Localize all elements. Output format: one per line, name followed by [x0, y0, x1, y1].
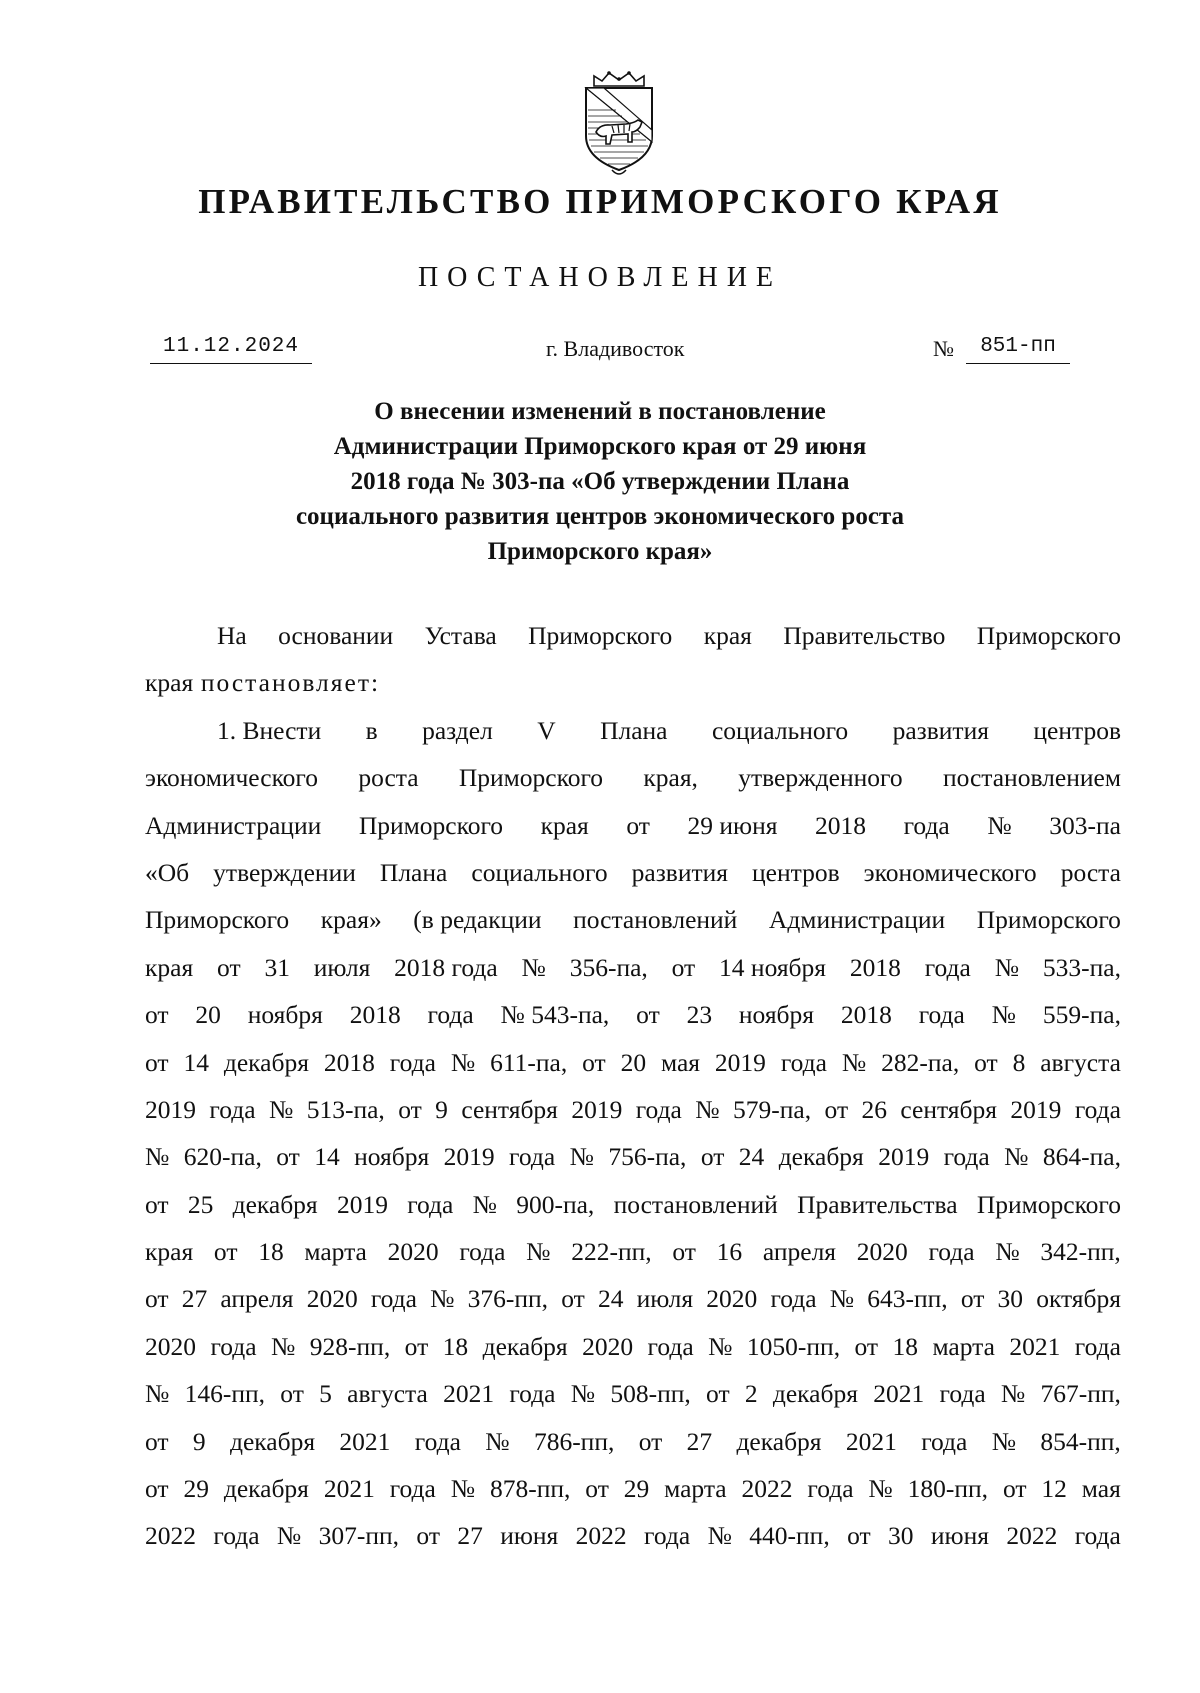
body-word: социального [711, 715, 849, 745]
body-word: 2018 [840, 1000, 892, 1030]
body-word: года [370, 1284, 417, 1314]
body-word: от [217, 952, 241, 982]
body-word: 854-пп, [1040, 1426, 1121, 1456]
body-word: 14 [314, 1142, 340, 1172]
body-word: 27 [686, 1426, 713, 1456]
body-line [145, 1323, 1121, 1370]
body-word: декабря [223, 1474, 309, 1504]
document-number [966, 335, 1070, 358]
body-word: от [145, 1000, 169, 1030]
body-word: Плана [379, 857, 448, 887]
body-word: Правительство [783, 621, 946, 650]
body-word: года [389, 1047, 436, 1077]
body-word: Приморского [976, 905, 1121, 935]
body-word: № [569, 1142, 594, 1172]
body-word: Устава [424, 621, 497, 650]
body-word: 786-пп, [533, 1426, 615, 1456]
body-word: 2019 [878, 1142, 930, 1172]
body-line [145, 1039, 1121, 1086]
body-word: 2021 [339, 1426, 391, 1456]
body-word: края [145, 1237, 194, 1267]
body-word: развития [631, 857, 728, 887]
body-line [145, 754, 1121, 801]
body-word: 31 [264, 952, 290, 982]
body-word: раздел [422, 715, 493, 745]
body-word: 440-пп, [749, 1521, 830, 1551]
body-word: № [991, 1426, 1017, 1456]
body-word: 29 [183, 1474, 209, 1504]
body-word: от [585, 1474, 609, 1504]
body-word: 756-па, [608, 1142, 687, 1172]
body-word: Приморского [976, 1189, 1121, 1219]
body-word: края [540, 810, 589, 840]
body-word: 307-пп, [318, 1521, 400, 1551]
body-word: года [635, 1094, 682, 1124]
body-word: 2020 [582, 1331, 634, 1361]
body-word: 559-па, [1042, 1000, 1121, 1030]
body-word: декабря [736, 1426, 822, 1456]
body-word: 356-па, [569, 952, 648, 982]
body-word: года [770, 1284, 817, 1314]
body-word: октября [1036, 1284, 1121, 1314]
body-word: от [700, 1142, 725, 1172]
body-word: года [921, 1426, 968, 1456]
body-word: июля [313, 952, 371, 982]
body-line [145, 1512, 1121, 1559]
body-word: 20 [620, 1047, 647, 1077]
body-word: от [276, 1142, 300, 1172]
body-word: 14 ноября [719, 952, 827, 982]
body-line [145, 802, 1121, 849]
body-word: 2021 [323, 1474, 375, 1504]
body-word: 2021 [443, 1379, 495, 1409]
body-word: 2019 [714, 1047, 766, 1077]
body-word: апреля [762, 1237, 837, 1267]
body-word: социального [471, 857, 608, 887]
coat-of-arms-icon [576, 70, 662, 178]
body-word: Правительства [797, 1189, 958, 1219]
body-word: декабря [772, 1379, 858, 1409]
body-word: марта [932, 1331, 995, 1361]
body-word: утвержденного [738, 763, 903, 793]
body-word: от [145, 1426, 169, 1456]
body-word: года [509, 1379, 556, 1409]
body-word: 508-пп, [610, 1379, 691, 1409]
body-word: развития [892, 715, 989, 745]
body-word: года [414, 1426, 461, 1456]
body-word: от [145, 1474, 169, 1504]
body-word: № [268, 1094, 294, 1124]
body-word: ноября [247, 1000, 323, 1030]
body-word: 18 [442, 1331, 469, 1361]
body-word: № [829, 1284, 855, 1314]
body-word: № [485, 1426, 510, 1456]
body-line [145, 1181, 1121, 1228]
number-sign: № [933, 336, 954, 361]
body-word: 611-па, [490, 1047, 568, 1077]
body-word: года [647, 1331, 694, 1361]
body-word: № [472, 1189, 497, 1219]
body-word: от [582, 1047, 606, 1077]
body-word: края [145, 952, 194, 982]
body-word: 1050-пп, [746, 1331, 841, 1361]
body-word: 2021 [873, 1379, 925, 1409]
body-word: V [537, 715, 556, 745]
body-word: края» [320, 905, 382, 935]
body-word: от [636, 1000, 660, 1030]
body-word: года [427, 1000, 474, 1030]
body-word: ноября [354, 1142, 430, 1172]
body-word: Приморского [358, 810, 504, 840]
body-word: 2018 [815, 810, 867, 840]
body-word: 9 [435, 1094, 448, 1124]
body-word: в [365, 715, 378, 745]
body-word: № [995, 1237, 1020, 1267]
body-word: Приморского [145, 905, 290, 935]
body-word: постановлением [942, 763, 1121, 793]
body-word: Приморского [528, 621, 673, 650]
body-word: 864-па, [1042, 1142, 1121, 1172]
body-word: № [430, 1284, 455, 1314]
body-word: № [841, 1047, 867, 1077]
body-word: 29 июня [687, 810, 778, 840]
body-word: от [626, 810, 650, 840]
body-word: 146-пп, [184, 1379, 266, 1409]
body-word: 282-па, [881, 1047, 960, 1077]
body-word: марта [664, 1474, 727, 1504]
body-word: 2019 [336, 1189, 388, 1219]
body-word: года [213, 1521, 260, 1551]
body-word: декабря [778, 1142, 864, 1172]
body-word: Администрации [768, 905, 946, 935]
body-word: июля [636, 1284, 694, 1314]
body-word: № [521, 952, 546, 982]
body-word: роста [1060, 857, 1121, 887]
body-line [145, 707, 1121, 754]
body-word: от [213, 1237, 238, 1267]
body-word: сентября [461, 1094, 558, 1124]
body-word: декабря [223, 1047, 309, 1077]
body-word: года [209, 1094, 256, 1124]
body-word: № [145, 1379, 170, 1409]
body-word: (в редакции [413, 905, 542, 935]
body-word: июня [500, 1521, 559, 1551]
body-word: «Об [145, 857, 190, 887]
body-word: 24 [597, 1284, 624, 1314]
body-word: года [918, 1000, 965, 1030]
body-word: 2019 [145, 1094, 196, 1124]
body-word: от [280, 1379, 304, 1409]
body-word: года [1074, 1331, 1121, 1361]
body-word: 5 [319, 1379, 332, 1409]
body-word: 222-пп, [571, 1237, 652, 1267]
body-word: 18 [892, 1331, 919, 1361]
body-word: 2021 [1009, 1331, 1061, 1361]
body-line [145, 896, 1121, 943]
heading-line: Приморского края» [487, 538, 713, 565]
body-word: № [450, 1047, 476, 1077]
body-line [145, 659, 1121, 706]
body-line [145, 991, 1121, 1038]
body-word: 2019 [571, 1094, 623, 1124]
body-word: 303-па [1049, 810, 1121, 840]
body-word: от [1002, 1474, 1027, 1504]
body-word: 2019 [443, 1142, 495, 1172]
body-word: Администрации [145, 810, 322, 840]
body-word: № [695, 1094, 720, 1124]
body-line [145, 1228, 1121, 1275]
document-body [145, 612, 1121, 1560]
body-word: Приморского [976, 621, 1121, 650]
document-date-value: 11.12.2024 [162, 335, 300, 358]
body-word: 1. Внести [217, 715, 322, 745]
body-word: края, [643, 763, 698, 793]
body-word: от [404, 1331, 429, 1361]
body-word: № [450, 1474, 476, 1504]
body-word: мая [1081, 1474, 1121, 1504]
body-word: На [217, 621, 247, 650]
body-word: 18 [258, 1237, 284, 1267]
body-line [145, 849, 1121, 896]
body-word: 2018 [849, 952, 901, 982]
body-word: постановлений [573, 905, 738, 935]
body-word: 2021 [845, 1426, 897, 1456]
body-word: от [398, 1094, 422, 1124]
body-word: 30 [888, 1521, 914, 1551]
body-word: 14 [183, 1047, 209, 1077]
body-word: 643-пп, [867, 1284, 948, 1314]
body-line [145, 1418, 1121, 1465]
body-word: 2018 года [394, 952, 498, 982]
body-word: экономического [863, 857, 1037, 887]
body-word: № [526, 1237, 551, 1267]
body-word: 2020 [706, 1284, 758, 1314]
body-word: года [903, 810, 950, 840]
body-word: 8 [1012, 1047, 1026, 1077]
body-word: 2020 [387, 1237, 439, 1267]
body-word: № [707, 1521, 732, 1551]
body-word: № [994, 952, 1020, 982]
body-word: 9 [192, 1426, 206, 1456]
heading-line: Администрации Приморского края от 29 июня [333, 433, 867, 460]
body-word: № [708, 1331, 733, 1361]
body-word: 30 [997, 1284, 1024, 1314]
body-word: основании [278, 621, 394, 650]
body-word: 27 [181, 1284, 208, 1314]
body-word: № [868, 1474, 893, 1504]
body-word: 27 [457, 1521, 483, 1551]
body-word: 20 [195, 1000, 221, 1030]
body-word: 2022 [575, 1521, 627, 1551]
body-line [145, 1465, 1121, 1512]
body-word: № [271, 1331, 296, 1361]
body-word: 900-па, [516, 1189, 595, 1219]
body-word: от [145, 1284, 169, 1314]
heading-line: О внесении изменений в постановление [374, 398, 826, 425]
body-word: 533-па, [1042, 952, 1121, 982]
body-word: от [706, 1379, 730, 1409]
body-line [145, 944, 1121, 991]
body-word: года [509, 1142, 556, 1172]
document-city: г. Владивосток [546, 336, 685, 361]
body-word: роста [358, 763, 419, 793]
body-word: 25 [187, 1189, 214, 1219]
heading-line: 2018 года № 303-па «Об утверждении Плана [350, 468, 850, 495]
body-word: июня [930, 1521, 989, 1551]
body-word: 2020 [856, 1237, 908, 1267]
body-word: года [924, 952, 971, 982]
document-number-value: 851-пп [980, 335, 1056, 358]
body-word: 2022 [741, 1474, 793, 1504]
body-word: от [854, 1331, 879, 1361]
body-word: 342-пп, [1040, 1237, 1121, 1267]
body-word: № [145, 1142, 170, 1172]
body-word: № [276, 1521, 302, 1551]
body-word: 878-пп, [489, 1474, 571, 1504]
body-word: года [459, 1237, 506, 1267]
body-word: края [703, 621, 752, 650]
body-word: декабря [482, 1331, 568, 1361]
body-word: № [1000, 1379, 1026, 1409]
body-word: от [847, 1521, 871, 1551]
body-word: от [638, 1426, 663, 1456]
body-word: года [407, 1189, 454, 1219]
document-type: ПОСТАНОВЛЕНИЕ [417, 262, 783, 293]
number-underline [966, 363, 1070, 364]
body-word: центров [752, 857, 840, 887]
body-word: 2018 [349, 1000, 401, 1030]
date-underline [150, 363, 312, 364]
body-line [145, 1133, 1121, 1180]
body-word: от [960, 1284, 985, 1314]
body-word: декабря [232, 1189, 318, 1219]
body-word: 928-пп, [309, 1331, 391, 1361]
body-word: 2 [744, 1379, 758, 1409]
body-word: 2022 [145, 1521, 196, 1551]
body-word: года [928, 1237, 975, 1267]
body-word: года [644, 1521, 691, 1551]
body-word: августа [347, 1379, 428, 1409]
body-word: 16 [716, 1237, 743, 1267]
body-word: августа [1040, 1047, 1121, 1077]
body-word: года [939, 1379, 986, 1409]
body-word: 2018 [323, 1047, 375, 1077]
body-line [145, 1086, 1121, 1133]
body-word: 579-па, [733, 1094, 812, 1124]
body-word: от [671, 952, 696, 982]
body-word: 29 [623, 1474, 650, 1504]
body-word: постановлений [613, 1189, 778, 1219]
body-line [145, 1275, 1121, 1322]
body-word: от [824, 1094, 849, 1124]
body-word: года [210, 1331, 257, 1361]
body-word: года [1074, 1521, 1121, 1551]
body-word: от [672, 1237, 696, 1267]
body-line [145, 612, 1121, 659]
body-word: края [145, 668, 194, 698]
body-word: от [145, 1189, 169, 1219]
document-heading [180, 394, 1020, 569]
body-word: мая [660, 1047, 700, 1077]
body-word: декабря [230, 1426, 316, 1456]
body-word: экономического [145, 763, 318, 793]
body-word: от [974, 1047, 998, 1077]
document-date [150, 335, 312, 358]
body-word: № 543-па, [500, 1000, 610, 1030]
body-word: от [561, 1284, 585, 1314]
body-word: 24 [738, 1142, 765, 1172]
body-word: от [145, 1047, 169, 1077]
body-word: утверждении [213, 857, 356, 887]
heading-line: социального развития центров экономического роста [295, 503, 905, 530]
body-word: 180-пп, [907, 1474, 989, 1504]
body-word: года [389, 1474, 436, 1504]
body-word: 2020 [306, 1284, 358, 1314]
body-word: марта [304, 1237, 367, 1267]
body-word: года [780, 1047, 827, 1077]
body-word: № [987, 810, 1012, 840]
body-word: года [943, 1142, 990, 1172]
body-word: 620-па, [183, 1142, 262, 1172]
body-word: № [1004, 1142, 1029, 1172]
body-word: 376-пп, [467, 1284, 549, 1314]
body-word: 12 [1041, 1474, 1067, 1504]
body-word: ноября [738, 1000, 814, 1030]
body-word: года [807, 1474, 854, 1504]
body-word: апреля [220, 1284, 294, 1314]
body-word: Приморского [458, 763, 604, 793]
body-word: 2019 [1010, 1094, 1062, 1124]
body-word: Плана [600, 715, 668, 745]
body-word: 2020 [145, 1331, 196, 1361]
body-word: 513-па, [306, 1094, 385, 1124]
body-word: сентября [900, 1094, 997, 1124]
body-word: № [570, 1379, 596, 1409]
body-word: 26 [861, 1094, 887, 1124]
body-word: года [1074, 1094, 1121, 1124]
body-word: от [416, 1521, 440, 1551]
body-word: центров [1033, 715, 1121, 745]
organization-title: ПРАВИТЕЛЬСТВО ПРИМОРСКОГО КРАЯ [198, 182, 1002, 221]
body-word: 2022 [1006, 1521, 1058, 1551]
body-line [145, 1370, 1121, 1417]
body-word: № [991, 1000, 1017, 1030]
body-word: 23 [686, 1000, 713, 1030]
body-word: постановляет: [200, 668, 381, 698]
body-word: 767-пп, [1040, 1379, 1121, 1409]
